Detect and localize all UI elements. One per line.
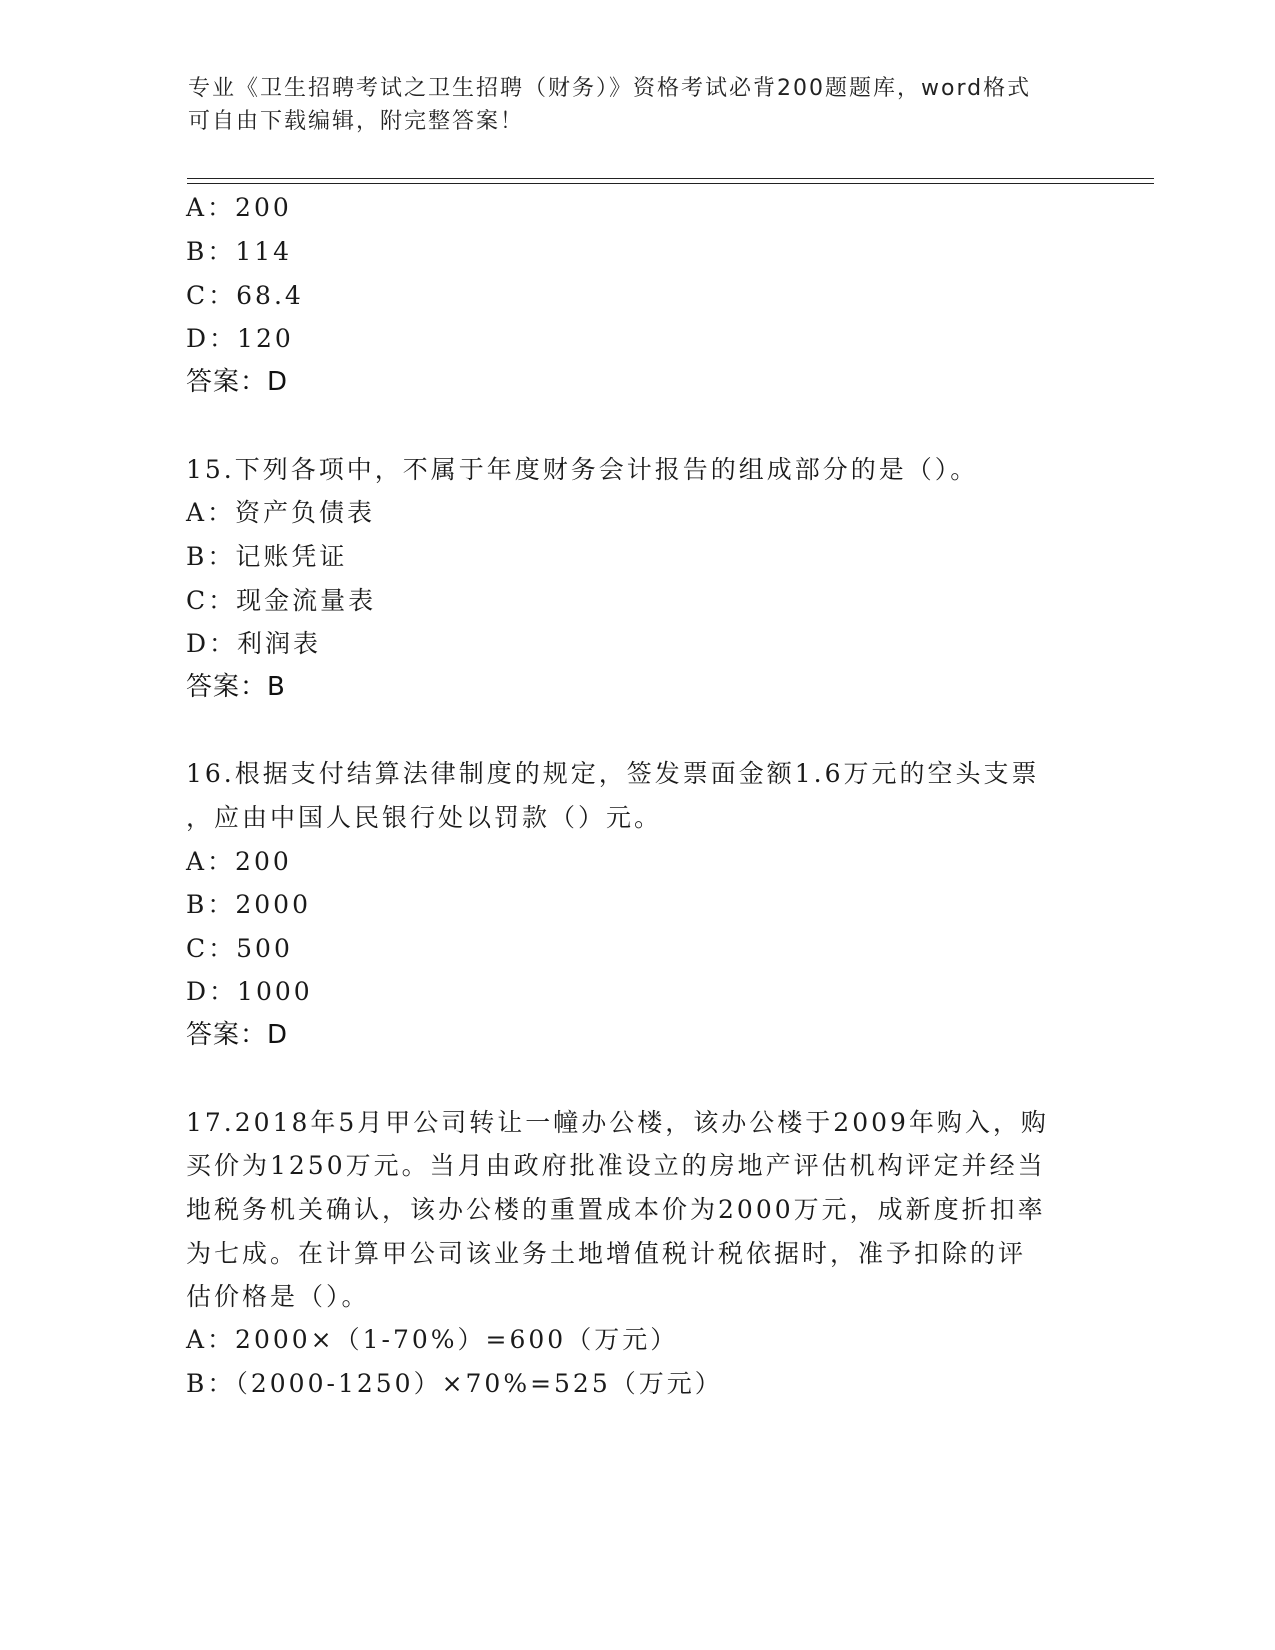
q16-option-c: C：500 <box>186 934 293 963</box>
q16-option-a: A：200 <box>186 847 292 876</box>
q17-stem-line-3: 地税务机关确认，该办公楼的重置成本价为2000万元，成新度折扣率 <box>186 1195 1046 1224</box>
q17-option-a: A：2000×（1-70%）=600（万元） <box>186 1325 679 1354</box>
q15-option-b: B：记账凭证 <box>186 542 348 571</box>
q17-option-b: B：（2000-1250）×70%=525（万元） <box>186 1369 723 1398</box>
header-title-line-1: 专业《卫生招聘考试之卫生招聘（财务）》资格考试必背200题题库，word格式 <box>188 76 1032 101</box>
q14-option-d: D：120 <box>186 324 294 353</box>
q17-stem-line-4: 为七成。在计算甲公司该业务土地增值税计税依据时，准予扣除的评 <box>186 1239 1027 1268</box>
q14-option-c: C：68.4 <box>186 281 304 310</box>
q16-option-d: D：1000 <box>186 977 313 1006</box>
q15-option-a: A：资产负债表 <box>186 498 376 527</box>
q14-option-a: A：200 <box>186 193 292 222</box>
q14-answer: 答案：D <box>186 367 289 397</box>
document-header <box>188 72 1068 138</box>
q16-stem-line-1: 16.根据支付结算法律制度的规定，签发票面金额1.6万元的空头支票 <box>186 759 1040 788</box>
header-rule-top <box>187 178 1154 179</box>
q16-option-b: B：2000 <box>186 890 311 919</box>
q15-option-c: C：现金流量表 <box>186 586 377 615</box>
header-title-line-2: 可自由下载编辑，附完整答案！ <box>188 109 525 134</box>
q17-stem-line-5: 估价格是（）。 <box>186 1282 370 1311</box>
q14-option-b: B：114 <box>186 237 293 266</box>
q16-answer: 答案：D <box>186 1020 289 1050</box>
q15-option-d: D：利润表 <box>186 629 322 658</box>
header-rule-bottom <box>187 183 1154 184</box>
q17-stem-line-1: 17.2018年5月甲公司转让一幢办公楼，该办公楼于2009年购入，购 <box>186 1108 1049 1137</box>
q15-stem-line-1: 15.下列各项中，不属于年度财务会计报告的组成部分的是（）。 <box>186 455 979 484</box>
q15-answer: 答案：B <box>186 672 286 702</box>
q16-stem-line-2: ，应由中国人民银行处以罚款（）元。 <box>186 803 663 832</box>
q17-stem-line-2: 买价为1250万元。当月由政府批准设立的房地产评估机构评定并经当 <box>186 1151 1046 1180</box>
